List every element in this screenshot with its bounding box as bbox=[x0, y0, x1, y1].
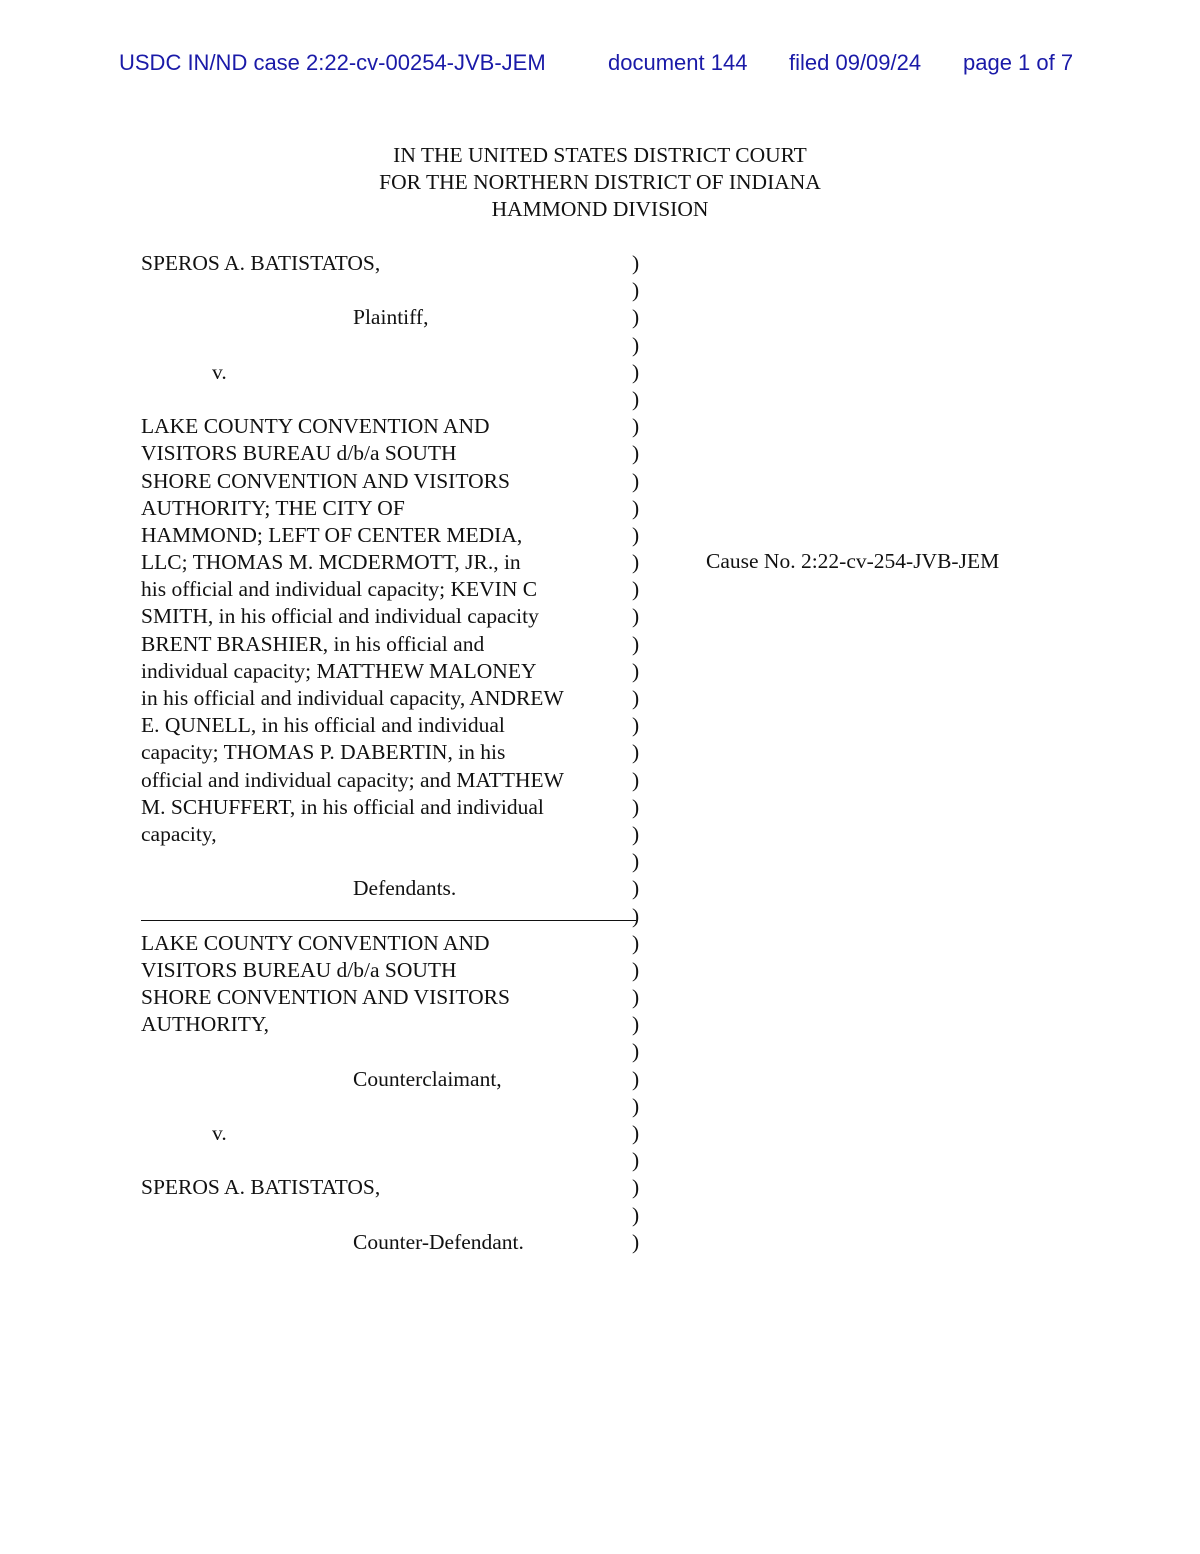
ecf-header bbox=[0, 50, 1200, 82]
court-line-2: FOR THE NORTHERN DISTRICT OF INDIANA bbox=[379, 170, 821, 194]
defendant-line: SMITH, in his official and individual capacity bbox=[141, 604, 539, 629]
caption-paren: ) bbox=[632, 414, 640, 439]
defendant-line: capacity; THOMAS P. DABERTIN, in his bbox=[141, 740, 506, 765]
caption-paren: ) bbox=[632, 767, 640, 792]
header-document-number: document 144 bbox=[608, 50, 748, 75]
caption-paren: ) bbox=[632, 740, 640, 765]
defendant-line: official and individual capacity; and MATTHEW bbox=[141, 767, 564, 792]
counterclaimant-line: AUTHORITY, bbox=[141, 1012, 270, 1037]
court-heading bbox=[0, 142, 1200, 223]
versus-2: v. bbox=[212, 1121, 227, 1145]
caption-paren: ) bbox=[632, 1229, 640, 1254]
defendant-line: SHORE CONVENTION AND VISITORS bbox=[141, 468, 510, 493]
cause-number: Cause No. 2:22-cv-254-JVB-JEM bbox=[706, 549, 1000, 573]
caption-paren: ) bbox=[632, 1012, 640, 1037]
caption-paren: ) bbox=[632, 985, 640, 1010]
caption-paren: ) bbox=[632, 1039, 640, 1064]
caption-divider-line bbox=[141, 920, 636, 921]
counterclaimant-line: VISITORS BUREAU d/b/a SOUTH bbox=[141, 957, 457, 982]
caption-paren: ) bbox=[632, 305, 640, 330]
defendant-line: E. QUNELL, in his official and individual bbox=[141, 713, 505, 738]
caption-parties bbox=[141, 250, 631, 1256]
caption-paren: ) bbox=[632, 1066, 640, 1091]
header-filed-date: filed 09/09/24 bbox=[789, 50, 922, 75]
defendant-line: LLC; THOMAS M. MCDERMOTT, JR., in bbox=[141, 550, 521, 575]
caption-paren: ) bbox=[632, 849, 640, 874]
caption-paren: ) bbox=[632, 1148, 640, 1173]
defendant-line: in his official and individual capacity, ANDREW bbox=[141, 686, 564, 710]
caption-paren: ) bbox=[632, 468, 640, 493]
caption-paren: ) bbox=[632, 577, 640, 602]
counterclaimant-line: LAKE COUNTY CONVENTION AND bbox=[141, 930, 490, 955]
caption-paren: ) bbox=[632, 386, 640, 411]
caption-paren: ) bbox=[632, 1121, 640, 1145]
caption-paren: ) bbox=[632, 686, 640, 710]
caption-paren: ) bbox=[632, 359, 640, 384]
plaintiff-role: Plaintiff, bbox=[353, 305, 429, 330]
caption-paren: ) bbox=[632, 1175, 640, 1200]
defendants-role: Defendants. bbox=[353, 876, 457, 901]
caption-paren: ) bbox=[632, 1093, 640, 1118]
caption-paren: ) bbox=[632, 658, 640, 683]
caption-paren: ) bbox=[632, 876, 640, 901]
court-line-1: IN THE UNITED STATES DISTRICT COURT bbox=[393, 143, 807, 167]
caption-paren: ) bbox=[632, 713, 640, 738]
plaintiff-name: SPEROS A. BATISTATOS, bbox=[141, 251, 381, 275]
caption-paren: ) bbox=[632, 550, 640, 575]
caption-paren: ) bbox=[632, 821, 640, 846]
caption-paren: ) bbox=[632, 604, 640, 629]
caption-paren: ) bbox=[632, 278, 640, 303]
versus-1: v. bbox=[212, 359, 227, 384]
defendant-line: his official and individual capacity; KEVIN C bbox=[141, 577, 538, 602]
defendant-line: HAMMOND; LEFT OF CENTER MEDIA, bbox=[141, 522, 523, 547]
caption-paren: ) bbox=[632, 930, 640, 955]
header-case-number: USDC IN/ND case 2:22-cv-00254-JVB-JEM bbox=[119, 50, 546, 75]
defendant-line: LAKE COUNTY CONVENTION AND bbox=[141, 414, 490, 439]
defendant-line: capacity, bbox=[141, 821, 217, 846]
caption-paren: ) bbox=[632, 1202, 640, 1227]
caption-paren: ) bbox=[632, 794, 640, 819]
caption-paren: ) bbox=[632, 332, 640, 357]
caption-paren: ) bbox=[632, 631, 640, 656]
caption-paren: ) bbox=[632, 251, 640, 275]
caption-paren: ) bbox=[632, 441, 640, 466]
header-page-number: page 1 of 7 bbox=[963, 50, 1074, 75]
counterclaimant-line: SHORE CONVENTION AND VISITORS bbox=[141, 985, 510, 1010]
counterclaimant-role: Counterclaimant, bbox=[353, 1066, 502, 1091]
caption-paren: ) bbox=[632, 957, 640, 982]
defendant-line: M. SCHUFFERT, in his official and individual bbox=[141, 794, 544, 819]
defendant-line: individual capacity; MATTHEW MALONEY bbox=[141, 658, 537, 683]
defendant-line: BRENT BRASHIER, in his official and bbox=[141, 631, 485, 656]
court-division: HAMMOND DIVISION bbox=[491, 197, 709, 221]
defendant-line: AUTHORITY; THE CITY OF bbox=[141, 495, 405, 520]
counter-defendant-name: SPEROS A. BATISTATOS, bbox=[141, 1175, 381, 1200]
defendant-line: VISITORS BUREAU d/b/a SOUTH bbox=[141, 441, 457, 466]
caption-paren: ) bbox=[632, 522, 640, 547]
caption-parenthesis-column bbox=[632, 250, 646, 1256]
counter-defendant-role: Counter-Defendant. bbox=[353, 1229, 524, 1254]
caption-paren: ) bbox=[632, 495, 640, 520]
caption-paren: ) bbox=[632, 903, 640, 928]
